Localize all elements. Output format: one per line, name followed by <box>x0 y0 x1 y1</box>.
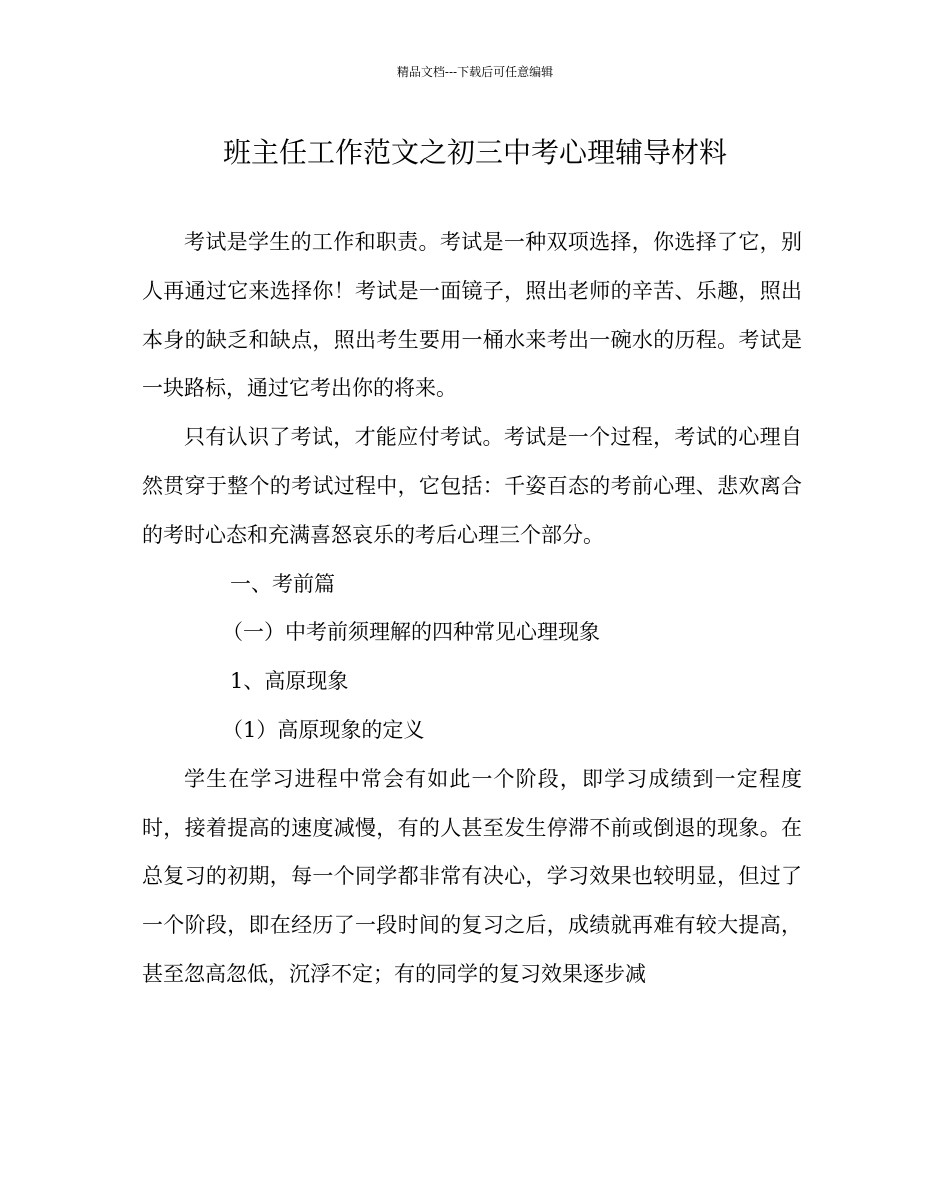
section-heading-before-exam: 一、考前篇 <box>230 571 335 596</box>
paragraph-intro: 考试是学生的工作和职责。考试是一种双项选择，你选择了它，别人再通过它来选择你！考试是一面镜子，照出老师的辛苦、乐趣，照出本身的缺乏和缺点，照出考生要用一桶水来考出一碗水的历程。考试是一块路标，通过它考出你的将来。 <box>142 230 802 401</box>
paragraph-plateau-definition: 学生在学习进程中常会有如此一个阶段，即学习成绩到一定程度时，接着提高的速度减慢，有的人甚至发生停滞不前或倒退的现象。在总复习的初期，每一个同学都非常有决心，学习效果也较明显，但过了一个阶段，即在经历了一段时间的复习之后，成绩就再难有较大提高，甚至忽高忽低，沉浮不定；有的同学的复习效果逐步减 <box>142 766 802 986</box>
subitem-heading-definition: （1）高原现象的定义 <box>222 717 425 742</box>
subsection-heading-phenomena: （一）中考前须理解的四种常见心理现象 <box>222 620 600 645</box>
document-title: 班主任工作范文之初三中考心理辅导材料 <box>222 136 727 169</box>
document-body <box>142 218 802 999</box>
paragraph-understanding: 只有认识了考试，才能应付考试。考试是一个过程，考试的心理自然贯穿于整个的考试过程中，它包括：千姿百态的考前心理、悲欢离合的考时心态和充满喜怒哀乐的考后心理三个部分。 <box>142 425 802 547</box>
item-heading-plateau: 1、高原现象 <box>230 669 349 694</box>
header-note: 精品文档---下载后可任意编辑 <box>396 65 554 79</box>
